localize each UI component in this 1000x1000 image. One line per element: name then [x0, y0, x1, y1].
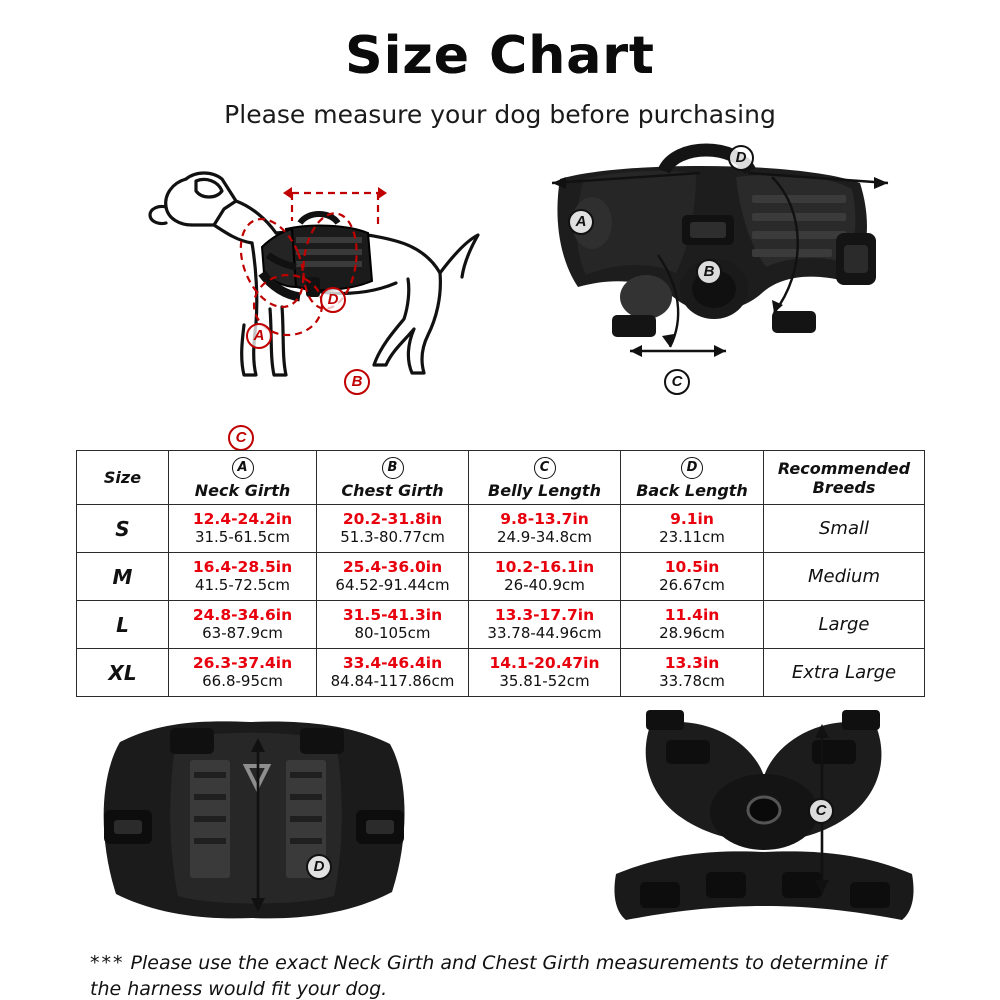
col-header-back-label: Back Length — [636, 480, 748, 500]
harness-overlay — [262, 214, 372, 297]
page-subtitle: Please measure your dog before purchasing — [224, 100, 776, 129]
cell-breeds: Large — [764, 601, 925, 649]
size-table-wrapper — [76, 450, 924, 697]
col-header-neck-letter: A — [232, 457, 254, 479]
cell-neck — [169, 601, 317, 649]
table-body — [77, 505, 925, 697]
cell-back — [621, 505, 764, 553]
cell-neck-cm: 41.5-72.5cm — [194, 575, 291, 594]
harness-top-view-photo — [0, 706, 520, 936]
footnote-text: Please use the exact Neck Girth and Chest Girth measurements to determine if the harness would fit your dog. — [90, 952, 887, 1000]
harness-photo — [500, 137, 940, 407]
col-header-chest — [317, 451, 469, 505]
cell-chest — [317, 601, 469, 649]
cell-back-in: 10.5in — [664, 557, 720, 576]
cell-belly — [469, 601, 621, 649]
table-row — [77, 649, 925, 697]
cell-chest — [317, 505, 469, 553]
col-header-size-label: Size — [103, 468, 142, 487]
callout-a-right: A — [568, 209, 594, 235]
callout-a-left: A — [246, 323, 272, 349]
cell-back-cm: 33.78cm — [659, 671, 725, 690]
col-header-size — [77, 451, 169, 505]
col-header-breeds-label: Recommended Breeds — [777, 458, 911, 497]
cell-neck-in: 26.3-37.4in — [192, 653, 293, 672]
col-header-belly-letter: C — [534, 457, 556, 479]
cell-chest-cm: 64.52-91.44cm — [335, 575, 450, 594]
col-header-neck — [169, 451, 317, 505]
cell-belly-in: 13.3-17.7in — [494, 605, 595, 624]
cell-belly-in: 10.2-16.1in — [494, 557, 595, 576]
cell-breeds: Medium — [764, 553, 925, 601]
cell-belly-in: 14.1-20.47in — [489, 653, 600, 672]
diagram-row — [0, 137, 1000, 446]
cell-belly — [469, 505, 621, 553]
cell-chest-cm: 51.3-80.77cm — [340, 527, 445, 546]
col-header-back-letter: D — [681, 457, 703, 479]
cell-neck — [169, 553, 317, 601]
cell-belly-cm: 35.81-52cm — [499, 671, 590, 690]
cell-neck-in: 16.4-28.5in — [192, 557, 293, 576]
callout-b-left: B — [344, 369, 370, 395]
col-header-neck-label: Neck Girth — [194, 480, 291, 500]
col-header-chest-letter: B — [382, 457, 404, 479]
size-chart-page — [0, 26, 1000, 1000]
dog-line-drawing-icon — [0, 137, 500, 407]
cell-back — [621, 601, 764, 649]
harness-flat-top-icon — [0, 706, 520, 936]
cell-size: XL — [77, 649, 169, 697]
page-title: Size Chart — [345, 26, 655, 86]
cell-belly-in: 9.8-13.7in — [500, 509, 589, 528]
cell-chest — [317, 649, 469, 697]
cell-chest-in: 33.4-46.4in — [342, 653, 443, 672]
table-row — [77, 601, 925, 649]
table-header — [77, 451, 925, 505]
cell-back — [621, 553, 764, 601]
cell-neck-in: 24.8-34.6in — [192, 605, 293, 624]
col-header-belly-label: Belly Length — [488, 480, 601, 500]
cell-back-cm: 26.67cm — [659, 575, 725, 594]
col-header-chest-label: Chest Girth — [341, 480, 444, 500]
cell-breeds: Extra Large — [764, 649, 925, 697]
harness-flat-front-icon — [520, 706, 1000, 936]
callout-c-left: C — [228, 425, 254, 451]
col-header-breeds — [764, 451, 925, 505]
cell-neck-cm: 66.8-95cm — [202, 671, 283, 690]
cell-belly-cm: 24.9-34.8cm — [496, 527, 593, 546]
cell-belly — [469, 553, 621, 601]
callout-d-left: D — [320, 287, 346, 313]
cell-chest-cm: 80-105cm — [354, 623, 431, 642]
col-header-back — [621, 451, 764, 505]
cell-chest-cm: 84.84-117.86cm — [330, 671, 455, 690]
cell-neck-in: 12.4-24.2in — [192, 509, 293, 528]
callout-b-right: B — [696, 259, 722, 285]
cell-chest-in: 31.5-41.3in — [342, 605, 443, 624]
dog-diagram — [0, 137, 500, 446]
cell-neck — [169, 505, 317, 553]
callout-d-right: D — [728, 145, 754, 171]
size-table — [76, 450, 925, 697]
cell-back-cm: 28.96cm — [659, 623, 725, 642]
col-header-belly — [469, 451, 621, 505]
cell-back — [621, 649, 764, 697]
cell-chest-in: 25.4-36.0in — [342, 557, 443, 576]
footnote-stars: *** — [90, 952, 125, 974]
cell-neck-cm: 63-87.9cm — [202, 623, 283, 642]
cell-size: S — [77, 505, 169, 553]
cell-chest — [317, 553, 469, 601]
cell-neck-cm: 31.5-61.5cm — [194, 527, 291, 546]
cell-back-in: 9.1in — [670, 509, 714, 528]
table-header-row — [77, 451, 925, 505]
cell-chest-in: 20.2-31.8in — [342, 509, 443, 528]
cell-size: L — [77, 601, 169, 649]
cell-belly-cm: 33.78-44.96cm — [487, 623, 602, 642]
cell-back-cm: 23.11cm — [659, 527, 725, 546]
cell-neck — [169, 649, 317, 697]
cell-back-in: 13.3in — [664, 653, 720, 672]
cell-belly-cm: 26-40.9cm — [504, 575, 585, 594]
bottom-photo-row — [0, 706, 1000, 936]
footnote — [90, 951, 920, 1000]
harness-front-view-photo — [520, 706, 1000, 936]
callout-d-bottom: D — [306, 854, 332, 880]
cell-breeds: Small — [764, 505, 925, 553]
callout-c-right: C — [664, 369, 690, 395]
cell-size: M — [77, 553, 169, 601]
cell-back-in: 11.4in — [664, 605, 720, 624]
table-row — [77, 553, 925, 601]
callout-c-bottom: C — [808, 798, 834, 824]
cell-belly — [469, 649, 621, 697]
table-row — [77, 505, 925, 553]
